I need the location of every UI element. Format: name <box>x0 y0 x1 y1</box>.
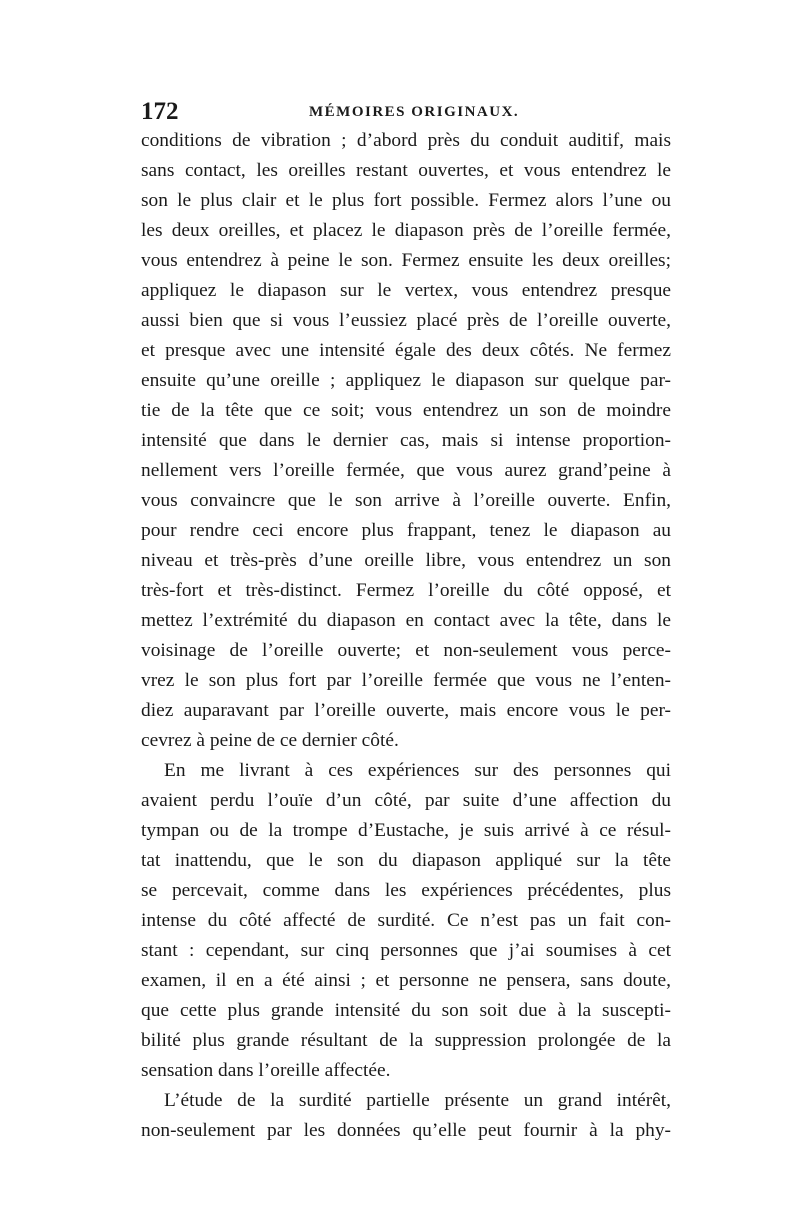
text-line: examen, il en a été ainsi ; et personne ne pensera, sans doute, <box>141 970 671 991</box>
text-line: non-seulement par les données qu’elle peut fournir à la phy- <box>141 1120 671 1141</box>
running-title: MÉMOIRES ORIGINAUX. <box>309 104 520 120</box>
text-line: et presque avec une intensité égale des deux côtés. Ne fermez <box>141 340 671 361</box>
text-line: diez auparavant par l’oreille ouverte, mais encore vous le per- <box>141 700 671 721</box>
text-line: vrez le son plus fort par l’oreille fermée que vous ne l’enten- <box>141 670 671 691</box>
text-line: stant : cependant, sur cinq personnes que j’ai soumises à cet <box>141 940 671 961</box>
text-line: tympan ou de la trompe d’Eustache, je suis arrivé à ce résul- <box>141 820 671 841</box>
text-line: tie de la tête que ce soit; vous entendrez un son de moindre <box>141 400 671 421</box>
paragraph-start-line: En me livrant à ces expériences sur des personnes qui <box>164 760 671 781</box>
text-line: très-fort et très-distinct. Fermez l’oreille du côté opposé, et <box>141 580 671 601</box>
paragraph-start-line: L’étude de la surdité partielle présente un grand intérêt, <box>164 1090 671 1111</box>
text-line: sans contact, les oreilles restant ouvertes, et vous entendrez le <box>141 160 671 181</box>
text-line: vous convaincre que le son arrive à l’oreille ouverte. Enfin, <box>141 490 671 511</box>
text-line: les deux oreilles, et placez le diapason près de l’oreille fermée, <box>141 220 671 241</box>
text-line: mettez l’extrémité du diapason en contact avec la tête, dans le <box>141 610 671 631</box>
text-line: aussi bien que si vous l’eussiez placé près de l’oreille ouverte, <box>141 310 671 331</box>
text-line: appliquez le diapason sur le vertex, vous entendrez presque <box>141 280 671 301</box>
text-line: que cette plus grande intensité du son soit due à la suscepti- <box>141 1000 671 1021</box>
paragraph-end-line: cevrez à peine de ce dernier côté. <box>141 730 399 751</box>
text-line: son le plus clair et le plus fort possible. Fermez alors l’une ou <box>141 190 671 211</box>
body-text <box>141 126 671 1146</box>
paragraph-end-line: sensation dans l’oreille affectée. <box>141 1060 391 1081</box>
text-line: bilité plus grande résultant de la suppression prolongée de la <box>141 1030 671 1051</box>
text-line: ensuite qu’une oreille ; appliquez le diapason sur quelque par- <box>141 370 671 391</box>
text-line: intensité que dans le dernier cas, mais si intense proportion- <box>141 430 671 451</box>
text-line: vous entendrez à peine le son. Fermez ensuite les deux oreilles; <box>141 250 671 271</box>
text-line: se percevait, comme dans les expériences précédentes, plus <box>141 880 671 901</box>
text-line: tat inattendu, que le son du diapason appliqué sur la tête <box>141 850 671 871</box>
text-line: nellement vers l’oreille fermée, que vous aurez grand’peine à <box>141 460 671 481</box>
text-line: conditions de vibration ; d’abord près du conduit auditif, mais <box>141 130 671 151</box>
text-line: pour rendre ceci encore plus frappant, tenez le diapason au <box>141 520 671 541</box>
text-line: niveau et très-près d’une oreille libre, vous entendrez un son <box>141 550 671 571</box>
text-line: voisinage de l’oreille ouverte; et non-seulement vous perce- <box>141 640 671 661</box>
text-line: avaient perdu l’ouïe d’un côté, par suite d’une affection du <box>141 790 671 811</box>
running-head <box>141 97 671 127</box>
text-line: intense du côté affecté de surdité. Ce n’est pas un fait con- <box>141 910 671 931</box>
page-number: 172 <box>141 98 179 125</box>
